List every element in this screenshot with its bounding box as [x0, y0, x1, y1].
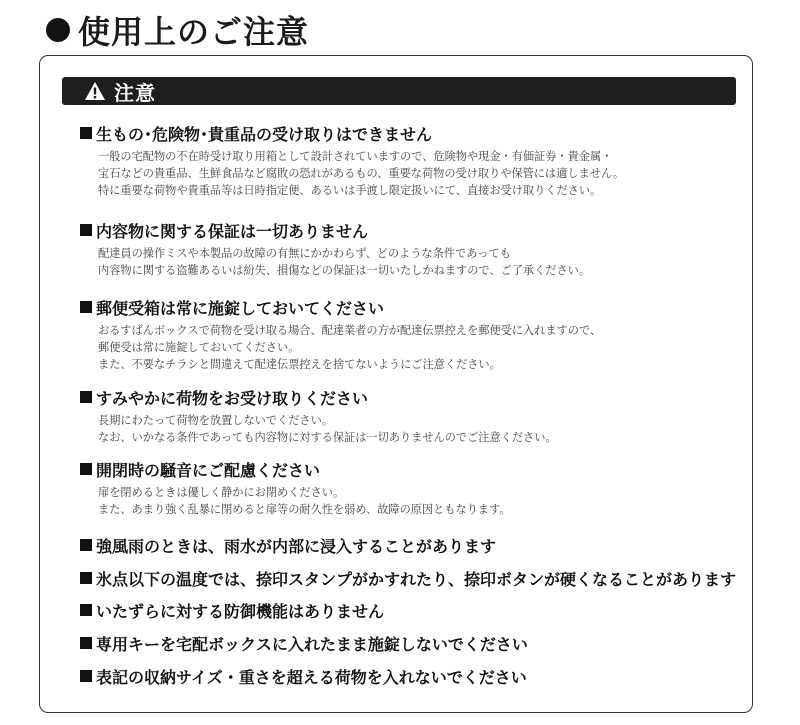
- section-perishables: [80, 121, 740, 199]
- square-bullet-icon: [80, 463, 92, 475]
- section-heading: [80, 385, 740, 409]
- body-line: 郵便受は常に施錠しておいてください。: [98, 341, 300, 354]
- section-heading-text: 表記の収納サイズ・重さを超える荷物を入れないでください: [96, 667, 527, 687]
- section-rain: [80, 533, 740, 557]
- section-heading-text: すみやかに荷物をお受け取りください: [96, 388, 369, 408]
- section-body: [98, 412, 740, 446]
- section-noise: [80, 457, 740, 518]
- body-line: 宝石などの貴重品、生鮮食品など腐敗の恐れがあるもの、重要な荷物の受け取りや保管には適しません。: [98, 167, 625, 180]
- section-heading: [80, 218, 740, 242]
- section-heading-text: 氷点以下の温度では、捺印スタンプがかすれたり、捺印ボタンが硬くなることがあります: [96, 569, 737, 589]
- page-title: [46, 8, 309, 52]
- body-line: 一般の宅配物の不在時受け取り用箱として設計されていますので、危険物や現金・有価証券・貴金属・: [98, 150, 613, 163]
- section-heading: [80, 664, 740, 688]
- section-heading: [80, 566, 740, 590]
- caution-header-bar: [62, 77, 736, 105]
- section-freezing: [80, 566, 740, 590]
- square-bullet-icon: [80, 670, 92, 682]
- section-heading: [80, 295, 740, 319]
- section-heading-text: 専用キーを宅配ボックスに入れたまま施錠しないでください: [96, 634, 528, 654]
- square-bullet-icon: [80, 539, 92, 551]
- square-bullet-icon: [80, 301, 92, 313]
- section-body: [98, 245, 740, 279]
- section-heading-text: 開閉時の騒音にご配慮ください: [96, 460, 321, 480]
- body-line: また、不要なチラシと間違えて配達伝票控えを捨てないようにご注意ください。: [98, 358, 501, 371]
- section-body: [98, 322, 740, 373]
- section-size-limit: [80, 664, 740, 688]
- title-bullet-icon: [46, 18, 70, 42]
- section-heading-text: 郵便受箱は常に施錠しておいてください: [96, 298, 385, 318]
- page-title-text: 使用上のご注意: [78, 13, 310, 51]
- square-bullet-icon: [80, 637, 92, 649]
- section-key: [80, 631, 740, 655]
- section-body: [98, 148, 740, 199]
- section-heading: [80, 631, 740, 655]
- section-heading: [80, 533, 740, 557]
- square-bullet-icon: [80, 572, 92, 584]
- section-heading-text: 強風雨のときは、雨水が内部に浸入することがあります: [96, 536, 497, 556]
- square-bullet-icon: [80, 224, 92, 236]
- section-heading-text: 内容物に関する保証は一切ありません: [96, 221, 369, 241]
- section-heading-text: いたずらに対する防御機能はありません: [96, 601, 385, 621]
- body-line: また、あまり強く乱暴に閉めると扉等の耐久性を弱め、故障の原因ともなります。: [98, 503, 511, 516]
- body-line: 配達員の操作ミスや本製品の故障の有無にかかわらず、どのような条件であっても: [98, 247, 511, 260]
- section-no-warranty: [80, 218, 740, 279]
- section-heading: [80, 598, 740, 622]
- section-body: [98, 484, 740, 518]
- body-line: 内容物に関する盗難あるいは紛失、損傷などの保証は一切いたしかねますので、ご了承ください。: [98, 264, 591, 277]
- section-heading-text: 生もの･危険物･貴重品の受け取りはできません: [96, 124, 433, 144]
- caution-label: 注意: [114, 80, 156, 105]
- warning-triangle-icon: [84, 81, 106, 101]
- body-line: 扉を閉めるときは優しく静かにお閉めください。: [98, 486, 345, 499]
- section-tamper: [80, 598, 740, 622]
- square-bullet-icon: [80, 391, 92, 403]
- body-line: 長期にわたって荷物を放置しないでください。: [98, 414, 333, 427]
- section-heading: [80, 121, 740, 145]
- section-heading: [80, 457, 740, 481]
- square-bullet-icon: [80, 127, 92, 139]
- square-bullet-icon: [80, 604, 92, 616]
- body-line: おるすばんボックスで荷物を受け取る場合、配達業者の方が配達伝票控えを郵便受に入れますので、: [98, 324, 602, 337]
- section-mailbox-lock: [80, 295, 740, 373]
- section-prompt-pickup: [80, 385, 740, 446]
- body-line: なお、いかなる条件であっても内容物に対する保証は一切ありませんのでご注意ください。: [98, 431, 557, 444]
- body-line: 特に重要な荷物や貴重品等は日時指定便、あるいは手渡し限定扱いにて、直接お受け取りください。: [98, 184, 602, 197]
